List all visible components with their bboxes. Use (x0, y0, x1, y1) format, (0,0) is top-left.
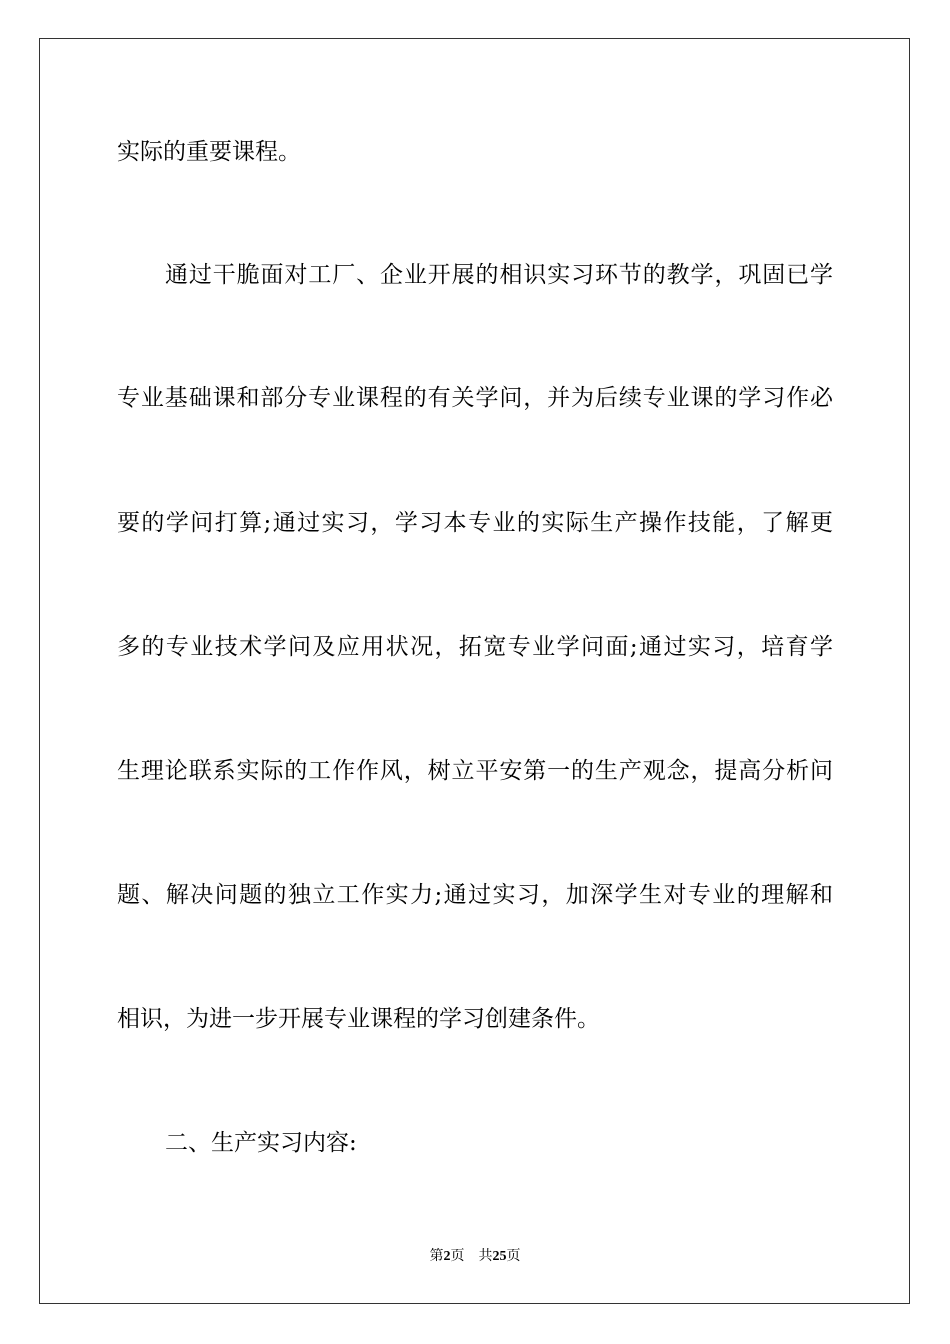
section-heading: 二、生产实习内容: (165, 1130, 357, 1156)
page-footer (0, 1247, 950, 1266)
page-prefix: 第 (429, 1249, 444, 1264)
paragraph-line: 相识，为进一步开展专业课程的学习创建条件。 (117, 1006, 600, 1032)
page-suffix: 页 (450, 1249, 465, 1264)
paragraph-line: 通过干脆面对工厂、企业开展的相识实习环节的教学，巩固已学 (165, 262, 833, 288)
paragraph-line: 要的学问打算;通过实习，学习本专业的实际生产操作技能，了解更 (117, 510, 833, 536)
total-prefix: 共 (478, 1249, 493, 1264)
paragraph-line: 题、解决问题的独立工作实力;通过实习，加深学生对专业的理解和 (117, 882, 833, 908)
page-number: 2 (443, 1249, 451, 1264)
paragraph-line: 实际的重要课程。 (117, 139, 301, 165)
paragraph-line: 专业基础课和部分专业课程的有关学问，并为后续专业课的学习作必 (117, 385, 833, 411)
paragraph-line: 多的专业技术学问及应用状况，拓宽专业学问面;通过实习，培育学 (117, 634, 833, 660)
page-border (39, 38, 910, 1304)
total-pages: 25 (492, 1249, 507, 1264)
total-suffix: 页 (506, 1249, 521, 1264)
paragraph-line: 生理论联系实际的工作作风，树立平安第一的生产观念，提高分析问 (117, 758, 833, 784)
